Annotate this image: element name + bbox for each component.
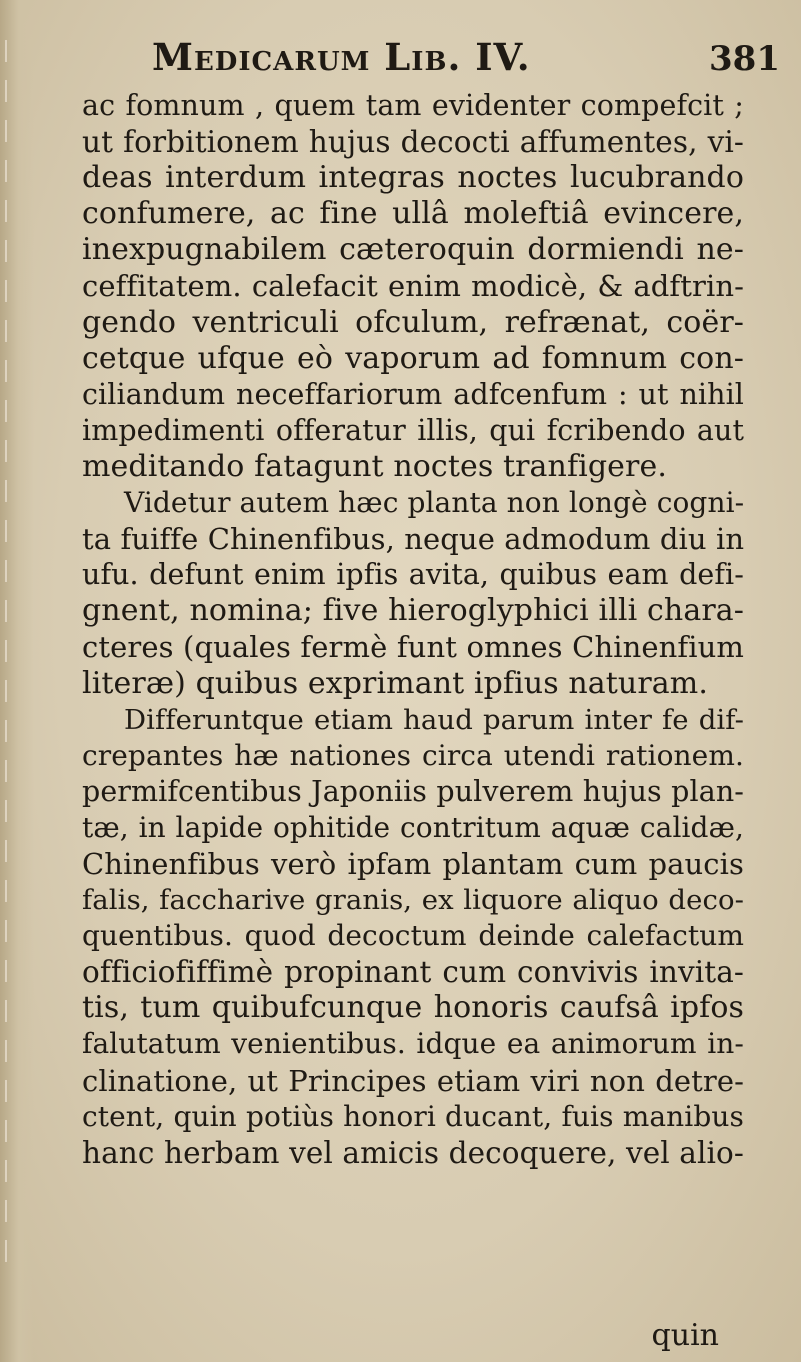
text-line: ut forbitionem hujus decocti affumentes, vi- — [82, 125, 744, 160]
text-line: deas interdum integras noctes lucubrando — [82, 160, 744, 196]
text-line: gendo ventriculi ofculum, refrænat, coër- — [82, 304, 744, 340]
text-line: confumere, ac fine ullâ moleftiâ evincere, — [82, 196, 744, 232]
text-line: quentibus. quod decoctum deinde calefactum — [82, 919, 744, 953]
text-line: tæ, in lapide ophitide contritum aquæ calidæ, — [82, 810, 744, 844]
page-number: 381 — [709, 39, 780, 79]
text-line: falutatum venientibus. idque ea animorum in- — [82, 1027, 744, 1061]
text-line: literæ) quibus exprimant ipfius naturam. — [82, 665, 708, 701]
text-line: cetque ufque eò vaporum ad fomnum con- — [82, 340, 744, 376]
text-line: hanc herbam vel amicis decoquere, vel alio- — [82, 1135, 744, 1170]
text-line: clinatione, ut Principes etiam viri non detre- — [82, 1063, 744, 1098]
text-line: falis, faccharive granis, ex liquore aliquo deco- — [82, 884, 744, 917]
page-header — [152, 35, 792, 91]
text-line: ceffitatem. calefacit enim modicè, & adftrin- — [82, 269, 744, 304]
text-line: tis, tum quibufcunque honoris caufsâ ipfos — [82, 990, 744, 1026]
text-line: meditando fatagunt noctes tranfigere. — [82, 448, 667, 484]
body-text — [82, 88, 744, 1171]
text-line: gnent, nomina; five hieroglyphici illi chara- — [82, 593, 744, 629]
text-line: Chinenfibus verò ipfam plantam cum paucis — [82, 846, 744, 881]
text-line: ufu. defunt enim ipfis avita, quibus eam defi- — [82, 558, 744, 592]
gutter-edge-marks — [5, 40, 7, 1280]
running-title: Medicarum Lib. IV. — [152, 35, 531, 79]
text-line: officiofiffimè propinant cum convivis invita- — [82, 955, 744, 990]
text-line: ciliandum neceffariorum adfcenfum : ut nihil — [82, 377, 744, 411]
binding-gutter — [0, 0, 34, 1362]
text-line: inexpugnabilem cæteroquin dormiendi ne- — [82, 232, 744, 268]
text-line: permifcentibus Japoniis pulverem hujus plan- — [82, 774, 744, 808]
text-line: crepantes hæ nationes circa utendi rationem. — [82, 738, 744, 772]
text-line: impedimenti offeratur illis, qui fcribendo aut — [82, 413, 744, 447]
text-line: ac fomnum , quem tam evidenter compefcit ; — [82, 89, 744, 122]
text-line: ta fuiffe Chinenfibus, neque admodum diu in — [82, 522, 745, 557]
text-line: ctent, quin potiùs honori ducant, fuis manibus — [82, 1099, 744, 1133]
text-line: cteres (quales fermè funt omnes Chinenfium — [82, 630, 744, 665]
text-line: Differuntque etiam haud parum inter fe dif- — [124, 703, 744, 736]
catchword: quin — [651, 1318, 719, 1353]
text-line: Videtur autem hæc planta non longè cogni- — [124, 486, 745, 520]
